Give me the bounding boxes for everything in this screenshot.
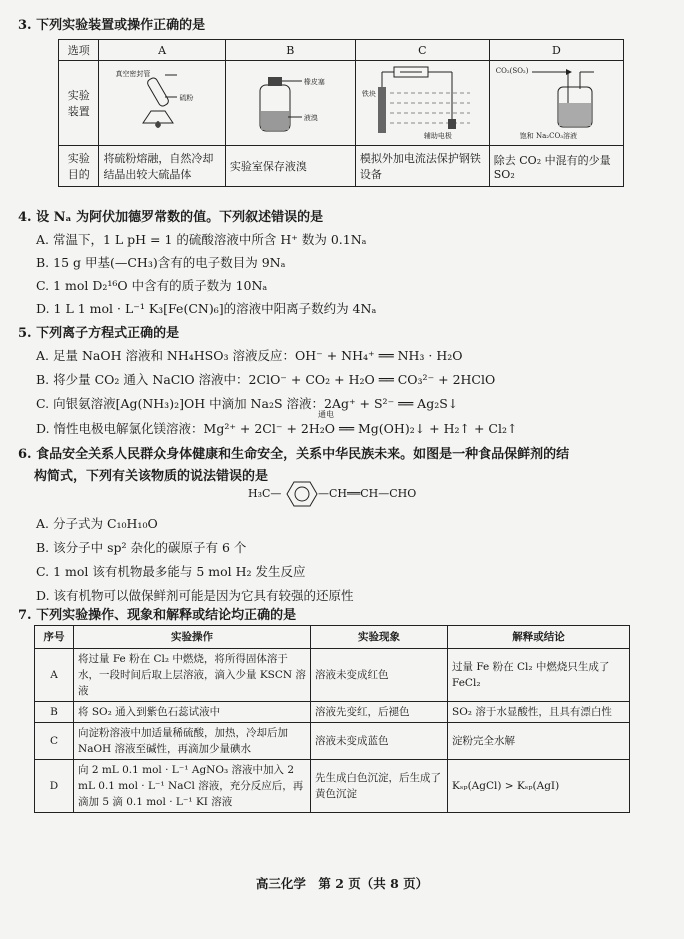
q6-option-d: D. 该有机物可以做保鲜剂可能是因为它具有较强的还原性 [36, 588, 354, 603]
q3-apparatus-row [59, 61, 624, 146]
q3-apparatus-d [489, 61, 623, 146]
q3-purpose-c: 模拟外加电流法保护钢铁设备 [355, 146, 489, 187]
bromine-bottle-sketch [230, 63, 346, 143]
q3-purpose-row [59, 146, 624, 187]
label-liquid-bromine: 液溴 [303, 114, 318, 122]
cathodic-protection-sketch [360, 63, 480, 143]
q5-option-b: B. 将少量 CO₂ 通入 NaClO 溶液中：2ClO⁻ + CO₂ + H₂O ══ CO₃²⁻ + 2HClO [36, 372, 496, 387]
q7-row-b-conclusion: SO₂ 溶于水显酸性，且具有漂白性 [448, 702, 630, 723]
q3-purpose-label: 实验目的 [59, 146, 99, 187]
q7-row-c-operation: 向淀粉溶液中加适量稀硫酸，加热，冷却后加 NaOH 溶液至碱性，再滴加少量碘水 [74, 723, 311, 760]
q7-row-a-conclusion: 过量 Fe 粉在 Cl₂ 中燃烧只生成了 FeCl₂ [448, 649, 630, 702]
q7-row-a-id: A [35, 649, 74, 702]
label-rubber-stopper: 橡皮塞 [303, 78, 325, 86]
q3-header-row [59, 40, 624, 61]
q7-row-c-id: C [35, 723, 74, 760]
q7-row-c-conclusion: 淀粉完全水解 [448, 723, 630, 760]
structure-left: H₃C— [248, 487, 282, 500]
q5-option-a: A. 足量 NaOH 溶液和 NH₄HSO₃ 溶液反应：OH⁻ + NH₄⁺ ══ NH₃ · H₂O [36, 348, 463, 363]
q7-row-a [35, 649, 630, 702]
q7-header-operation: 实验操作 [74, 626, 311, 649]
q7-header-row [35, 626, 630, 649]
q3-header-b: B [225, 40, 355, 61]
q7-row-c [35, 723, 630, 760]
label-auxiliary-electrode: 辅助电极 [423, 132, 452, 140]
q7-row-d-conclusion: Kₛₚ(AgCl) > Kₛₚ(AgI) [448, 760, 630, 813]
q3-header-a: A [99, 40, 225, 61]
q3-stem: 3. 下列实验装置或操作正确的是 [18, 18, 206, 33]
q5-option-d: D. 惰性电极电解氯化镁溶液：Mg²⁺ + 2Cl⁻ + 2H₂O ══ Mg(OH)₂↓ + H₂↑ + Cl₂↑ [36, 421, 518, 436]
q7-row-d-id: D [35, 760, 74, 813]
page-footer: 高三化学 第 2 页（共 8 页） [255, 876, 429, 891]
q7-row-a-operation: 将过量 Fe 粉在 Cl₂ 中燃烧，将所得固体溶于水，一段时间后取上层溶液，滴入少量 KSCN 溶液 [74, 649, 311, 702]
q6-option-b: B. 该分子中 sp² 杂化的碳原子有 6 个 [36, 540, 247, 555]
q4-option-d: D. 1 L 1 mol · L⁻¹ K₃[Fe(CN)₆]的溶液中阳离子数约为 4Nₐ [36, 301, 377, 316]
q7-row-b-phenomenon: 溶液先变红，后褪色 [311, 702, 448, 723]
q3-purpose-b: 实验室保存液溴 [225, 146, 355, 187]
q3-purpose-d: 除去 CO₂ 中混有的少量 SO₂ [489, 146, 623, 187]
q7-row-c-phenomenon: 溶液未变成蓝色 [311, 723, 448, 760]
q3-apparatus-c [355, 61, 489, 146]
q6-option-a: A. 分子式为 C₁₀H₁₀O [36, 516, 158, 531]
q5-stem: 5. 下列离子方程式正确的是 [18, 326, 180, 341]
q7-row-d [35, 760, 630, 813]
q3-header-c: C [355, 40, 489, 61]
q7-row-b-id: B [35, 702, 74, 723]
q3-apparatus-label: 实验装置 [59, 61, 99, 146]
q4-option-a: A. 常温下，1 L pH = 1 的硫酸溶液中所含 H⁺ 数为 0.1Nₐ [36, 232, 367, 247]
electrolysis-label: 通电 [318, 410, 334, 419]
q6-option-c: C. 1 mol 该有机物最多能与 5 mol H₂ 发生反应 [36, 564, 306, 579]
q3-table [58, 39, 624, 187]
label-na2co3-solution: 饱和 Na₂CO₃溶液 [519, 132, 577, 140]
q7-row-d-phenomenon: 先生成白色沉淀，后生成了黄色沉淀 [311, 760, 448, 813]
q4-stem: 4. 设 Nₐ 为阿伏加德罗常数的值。下列叙述错误的是 [18, 210, 324, 225]
label-iron-block: 铁块 [361, 90, 376, 98]
q7-stem: 7. 下列实验操作、现象和解释或结论均正确的是 [18, 608, 297, 623]
q6-stem-line1: 6. 食品安全关系人民群众身体健康和生命安全，关系中华民族未来。如图是一种食品保鲜剂的结 [18, 447, 570, 462]
label-vacuum-tube: 真空密封管 [115, 70, 151, 78]
label-sulfur-powder: 硫粉 [179, 94, 194, 102]
q7-header-phenomenon: 实验现象 [311, 626, 448, 649]
q3-header-d: D [489, 40, 623, 61]
q3-header-option: 选项 [59, 40, 99, 61]
q4-option-b: B. 15 g 甲基(—CH₃)含有的电子数目为 9Nₐ [36, 255, 286, 270]
q3-apparatus-b [225, 61, 355, 146]
q7-header-conclusion: 解释或结论 [448, 626, 630, 649]
q7-row-d-operation: 向 2 mL 0.1 mol · L⁻¹ AgNO₃ 溶液中加入 2 mL 0.1 mol · L⁻¹ NaCl 溶液，充分反应后，再滴加 5 滴 0.1 mol · L⁻¹ KI 溶液 [74, 760, 311, 813]
q4-option-c: C. 1 mol D₂¹⁶O 中含有的质子数为 10Nₐ [36, 278, 268, 293]
q6-stem-line2: 构简式，下列有关该物质的说法错误的是 [34, 469, 269, 484]
q7-row-b-operation: 将 SO₂ 通入到紫色石蕊试液中 [74, 702, 311, 723]
q7-row-b [35, 702, 630, 723]
label-co2-so2: CO₂(SO₂) [495, 67, 529, 75]
benzene-ring-icon [286, 480, 318, 508]
q7-table [34, 625, 630, 813]
structure-right: —CH══CH—CHO [318, 487, 417, 500]
q7-row-a-phenomenon: 溶液未变成红色 [311, 649, 448, 702]
q7-header-id: 序号 [35, 626, 74, 649]
q3-apparatus-a [99, 61, 225, 146]
q3-purpose-a: 将硫粉熔融，自然冷却结晶出较大硫晶体 [99, 146, 225, 187]
q5-option-c: C. 向银氨溶液[Ag(NH₃)₂]OH 中滴加 Na₂S 溶液：2Ag⁺ + S²⁻ ══ Ag₂S↓ [36, 396, 459, 411]
